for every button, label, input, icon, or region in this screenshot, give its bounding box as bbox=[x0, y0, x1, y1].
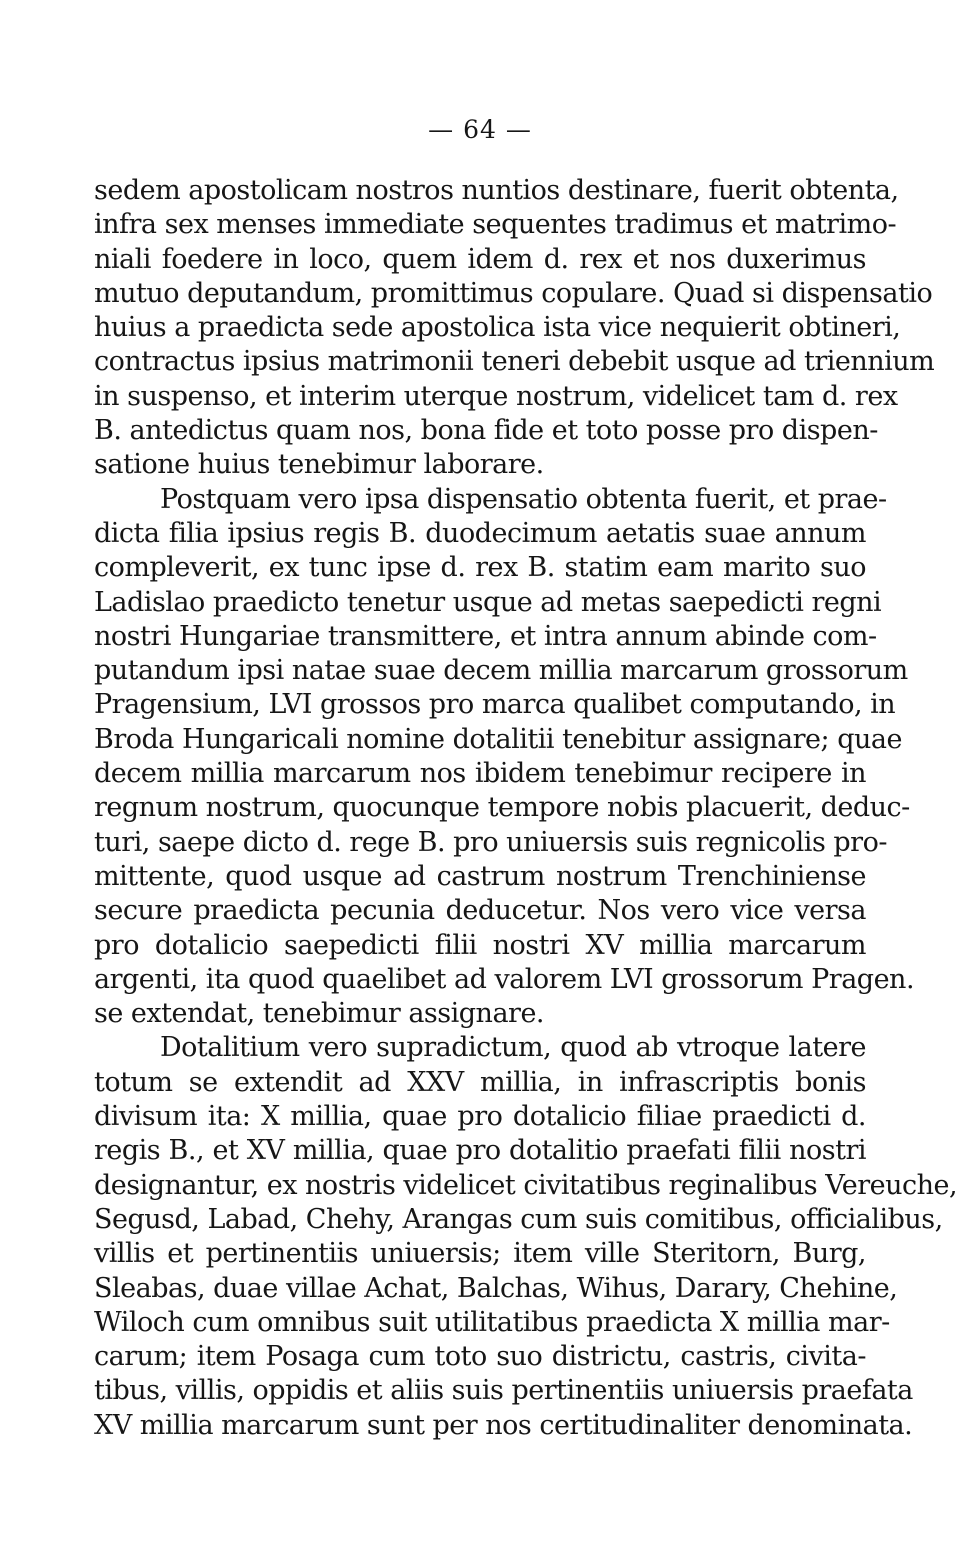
text-line: B. antedictus quam nos, bona fide et toto posse pro dispen- bbox=[94, 415, 878, 447]
text-line: Wiloch cum omnibus suit utilitatibus praedicta X millia mar- bbox=[94, 1306, 890, 1338]
text-line: in suspenso, et interim uterque nostrum, videlicet tam d. rex bbox=[94, 380, 898, 412]
text-line: Broda Hungaricali nomine dotalitii tenebitur assignare; quae bbox=[94, 723, 902, 755]
text-line: Postquam vero ipsa dispensatio obtenta fuerit, et prae- bbox=[160, 483, 887, 515]
text-line: sedem apostolicam nostros nuntios destinare, fuerit obtenta, bbox=[94, 175, 899, 206]
text-line: mutuo deputandum, promittimus copulare. Quad si dispensatio bbox=[94, 277, 933, 309]
text-line: Pragensium, LVI grossos pro marca qualibet computando, in bbox=[94, 689, 896, 721]
text-line: putandum ipsi natae suae decem millia marcarum grossorum bbox=[94, 655, 908, 687]
text-line: secure praedicta pecunia deducetur. Nos vero vice versa bbox=[94, 895, 866, 927]
text-line: Segusd, Labad, Chehy, Arangas cum suis comitibus, officialibus, bbox=[94, 1203, 943, 1235]
body-text bbox=[94, 174, 958, 1443]
text-line: totum se extendit ad XXV millia, in infrascriptis bonis bbox=[94, 1066, 866, 1098]
text-line: infra sex menses immediate sequentes tradimus et matrimo- bbox=[94, 209, 897, 241]
paragraph-2 bbox=[94, 483, 915, 1032]
text-line: huius a praedicta sede apostolica ista vice nequierit obtineri, bbox=[94, 312, 901, 344]
paragraph-1 bbox=[94, 174, 935, 483]
text-line: regnum nostrum, quocunque tempore nobis placuerit, deduc- bbox=[94, 792, 910, 824]
text-line: Dotalitium vero supradictum, quod ab vtroque latere bbox=[160, 1032, 866, 1064]
text-line: regis B., et XV millia, quae pro dotalitio praefati filii nostri bbox=[94, 1135, 866, 1167]
text-line: nostri Hungariae transmittere, et intra annum abinde com- bbox=[94, 620, 877, 652]
text-line: designantur, ex nostris videlicet civitatibus reginalibus Vereuche, bbox=[94, 1169, 958, 1201]
text-line: Sleabas, duae villae Achat, Balchas, Wihus, Darary, Chehine, bbox=[94, 1272, 898, 1304]
text-line: niali foedere in loco, quem idem d. rex et nos duxerimus bbox=[94, 243, 866, 275]
text-line: carum; item Posaga cum toto suo districtu, castris, civita- bbox=[94, 1341, 866, 1373]
text-line: divisum ita: X millia, quae pro dotalicio filiae praedicti d. bbox=[94, 1101, 866, 1133]
text-line: satione huius tenebimur laborare. bbox=[94, 449, 544, 481]
text-line: contractus ipsius matrimonii teneri debebit usque ad triennium bbox=[94, 346, 935, 378]
text-line: pro dotalicio saepedicti filii nostri XV millia marcarum bbox=[94, 929, 866, 961]
text-line: compleverit, ex tunc ipse d. rex B. statim eam marito suo bbox=[94, 552, 866, 584]
page-number: — 64 — bbox=[428, 115, 532, 144]
text-line: turi, saepe dicto d. rege B. pro uniuersis suis regnicolis pro- bbox=[94, 826, 887, 858]
text-line: tibus, villis, oppidis et aliis suis pertinentiis uniuersis praefata bbox=[94, 1375, 913, 1407]
text-line: Ladislao praedicto tenetur usque ad metas saepedicti regni bbox=[94, 586, 882, 618]
text-line: mittente, quod usque ad castrum nostrum Trenchiniense bbox=[94, 860, 866, 892]
text-line: villis et pertinentiis uniuersis; item ville Steritorn, Burg, bbox=[94, 1238, 866, 1270]
text-line: XV millia marcarum sunt per nos certitudinaliter denominata. bbox=[94, 1409, 913, 1441]
text-line: dicta filia ipsius regis B. duodecimum aetatis suae annum bbox=[94, 517, 866, 549]
text-line: decem millia marcarum nos ibidem tenebimur recipere in bbox=[94, 758, 866, 790]
text-line: argenti, ita quod quaelibet ad valorem LVI grossorum Pragen. bbox=[94, 963, 915, 995]
paragraph-3 bbox=[94, 1031, 958, 1443]
text-line: se extendat, tenebimur assignare. bbox=[94, 998, 545, 1030]
